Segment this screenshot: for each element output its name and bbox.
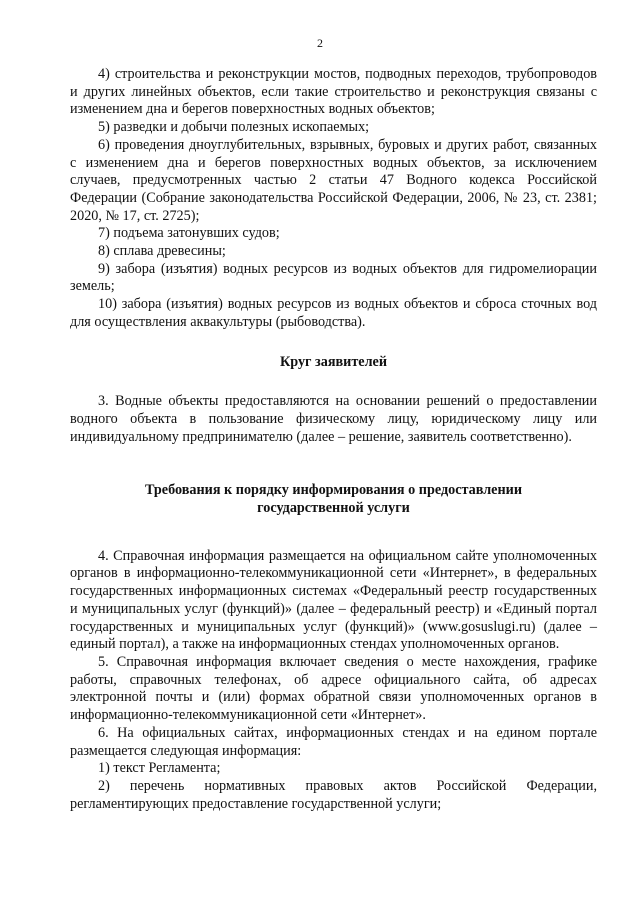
list-item-8: 8) сплава древесины; bbox=[98, 243, 226, 260]
list-item-4: 4) строительства и реконструкции мостов, подводных переходов, трубопроводов и других линейных объектов, если такие строительство и реконструкция связаны с изменением дна и берегов поверхностных водных объектов; bbox=[70, 66, 597, 118]
list-item-7: 7) подъема затонувших судов; bbox=[98, 225, 280, 242]
page-number: 2 bbox=[317, 36, 323, 50]
section-heading-informing-line1: Требования к порядку информирования о предоставлении bbox=[144, 482, 523, 499]
paragraph-5: 5. Справочная информация включает сведения о месте нахождения, графике работы, справочных телефонах, об адресе официального сайта, об адресах электронной почты и (или) формах обратной связи уполномоченных органов в информационно-телекоммуникационной сети «Интернет». bbox=[70, 653, 597, 724]
paragraph-6: 6. На официальных сайтах, информационных стендах и на едином портале размещается следующая информация: bbox=[70, 724, 597, 759]
paragraph-3: 3. Водные объекты предоставляются на основании решений о предоставлении водного объекта в пользование физическому лицу, юридическому лицу или индивидуальному предпринимателю (далее – решение, заявитель соответственно). bbox=[70, 393, 597, 445]
section-heading-informing bbox=[70, 482, 597, 517]
list-item-9: 9) забора (изъятия) водных ресурсов из водных объектов для гидромелиорации земель; bbox=[70, 260, 597, 295]
document-body bbox=[70, 66, 597, 813]
sub-item-1: 1) текст Регламента; bbox=[98, 760, 221, 777]
section-heading-applicants: Круг заявителей bbox=[279, 353, 388, 370]
sub-item-2: 2) перечень нормативных правовых актов Российской Федерации, регламентирующих предоставление государственной услуги; bbox=[70, 777, 597, 812]
list-item-6: 6) проведения дноуглубительных, взрывных, буровых и других работ, связанных с изменением дна и берегов поверхностных водных объектов, за исключением случаев, предусмотренных частью 2 статьи 47 Водного кодекса Российской Федерации (Собрание законодательства Российской Федерации, 2006, № 23, ст. 2381; 2020, № 17, ст. 2725); bbox=[70, 136, 597, 224]
list-item-10: 10) забора (изъятия) водных ресурсов из водных объектов и сброса сточных вод для осуществления аквакультуры (рыбоводства). bbox=[70, 296, 597, 330]
list-item-5: 5) разведки и добычи полезных ископаемых; bbox=[98, 119, 370, 136]
paragraph-4: 4. Справочная информация размещается на официальном сайте уполномоченных органов в информационно-телекоммуникационной сети «Интернет», в федеральных государственных информационных системах «Федеральный реестр государственных и муниципальных услуг (функций)» (далее – федеральный реестр) и «Единый портал государственных и муниципальных услуг (функций)» (www.gosuslugi.ru) (далее – единый портал), а также на информационных стендах уполномоченных органов. bbox=[70, 547, 597, 653]
section-heading-informing-line2: государственной услуги bbox=[257, 500, 410, 517]
